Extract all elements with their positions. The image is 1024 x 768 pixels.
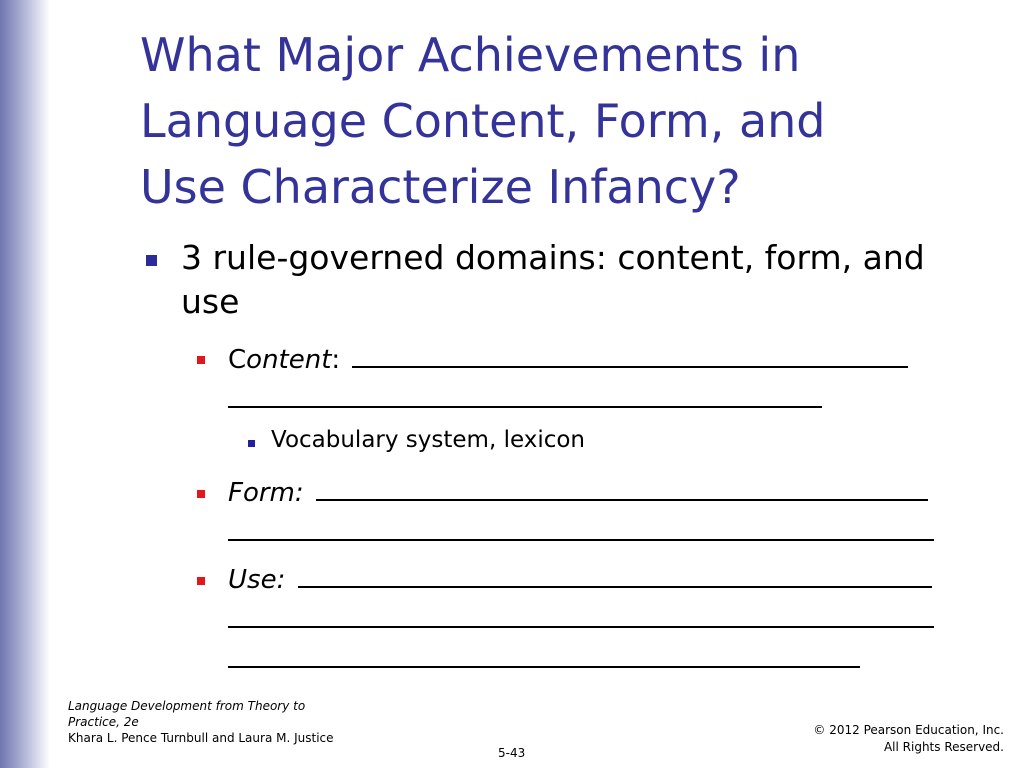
bullet-square-icon bbox=[197, 577, 205, 585]
footer-book-title-line-2: Practice, 2e bbox=[68, 715, 139, 729]
bullet-use bbox=[228, 560, 988, 680]
sub-bullet-vocabulary: Vocabulary system, lexicon bbox=[271, 427, 586, 453]
title-line-3: Use Characterize Infancy? bbox=[140, 160, 741, 214]
footer-authors: Khara L. Pence Turnbull and Laura M. Justice bbox=[68, 731, 334, 745]
bullet-domains-line-2: use bbox=[181, 282, 240, 321]
content-label: ontent bbox=[246, 345, 332, 375]
footer-book-info bbox=[68, 698, 388, 746]
footer-book-title-line-1: Language Development from Theory to bbox=[68, 699, 306, 713]
bullet-square-icon bbox=[146, 255, 157, 266]
form-blank-line-1 bbox=[316, 499, 928, 501]
footer-rights-line: All Rights Reserved. bbox=[883, 740, 1004, 754]
bullet-square-icon bbox=[197, 490, 205, 498]
bullet-domains-line-1: 3 rule-governed domains: content, form, and bbox=[181, 238, 925, 277]
use-blank-line-3 bbox=[228, 666, 860, 668]
content-lead-letter: C bbox=[228, 345, 247, 375]
title-line-2: Language Content, Form, and bbox=[140, 94, 826, 148]
bullet-domains bbox=[181, 236, 1001, 324]
use-label: Use: bbox=[228, 565, 286, 595]
content-colon: : bbox=[331, 345, 341, 375]
bullet-form bbox=[228, 473, 988, 553]
bullet-square-icon bbox=[197, 356, 205, 364]
title-line-1: What Major Achievements in bbox=[140, 28, 801, 82]
slide-title bbox=[140, 22, 1000, 220]
use-blank-line-1 bbox=[298, 586, 932, 588]
bullet-square-icon bbox=[248, 440, 255, 447]
use-blank-line-2 bbox=[228, 626, 934, 628]
form-blank-line-2 bbox=[228, 539, 934, 541]
slide-left-gradient-band bbox=[0, 0, 50, 768]
footer-copyright bbox=[813, 722, 1004, 756]
slide-page-number: 5-43 bbox=[498, 746, 526, 760]
content-blank-line-1 bbox=[352, 366, 908, 368]
bullet-content bbox=[228, 340, 988, 420]
footer-copyright-line: © 2012 Pearson Education, Inc. bbox=[813, 723, 1004, 737]
content-blank-line-2 bbox=[228, 406, 822, 408]
form-label: Form: bbox=[228, 478, 304, 508]
